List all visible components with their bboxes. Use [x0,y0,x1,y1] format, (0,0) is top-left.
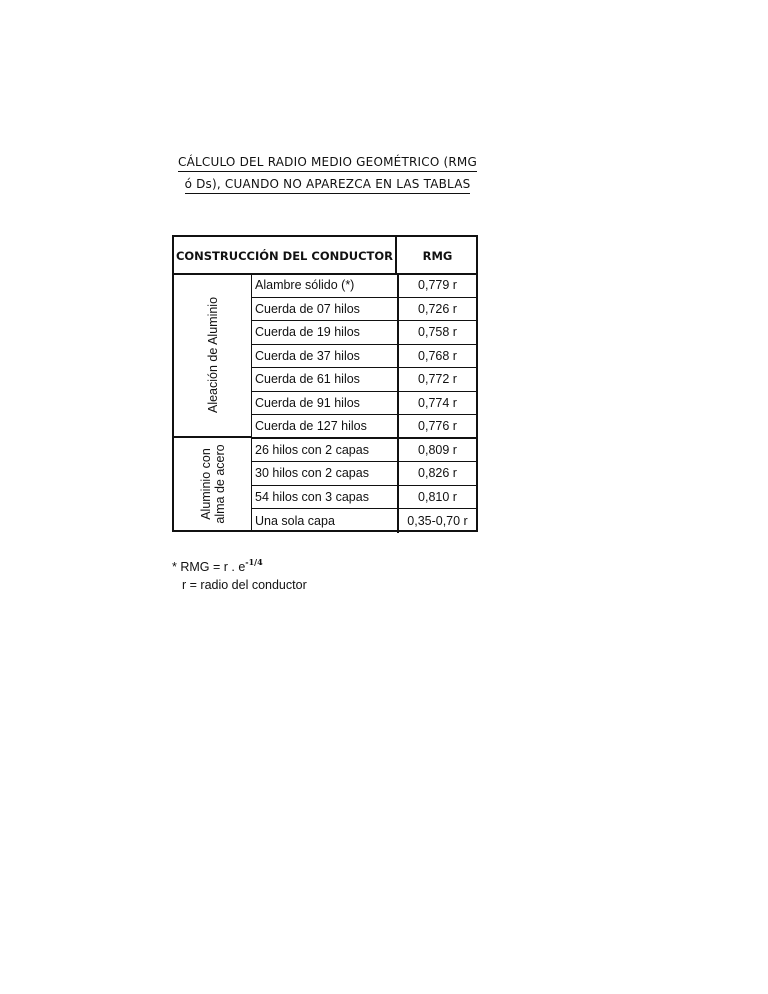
rmg-table [172,235,478,532]
group-label-line: alma de acero [212,444,227,524]
rmg-value: 0,726 r [397,298,476,321]
conductor-name: Cuerda de 127 hilos [255,418,367,433]
formula-exponent: -1/4 [245,557,263,567]
table-row [252,509,476,533]
conductor-name: Alambre sólido (*) [255,278,355,293]
conductor-name: Cuerda de 91 hilos [255,395,360,410]
rmg-value: 0,810 r [397,486,476,509]
header-construction: CONSTRUCCIÓN DEL CONDUCTOR [174,237,397,274]
title-line-2: ó Ds), CUANDO NO APAREZCA EN LAS TABLAS [185,175,471,194]
conductor-name: Cuerda de 61 hilos [255,372,360,387]
formula-text: * RMG = r . e [172,560,246,574]
title-line-1: CÁLCULO DEL RADIO MEDIO GEOMÉTRICO (RMG [178,153,477,172]
rmg-value: 0,826 r [397,462,476,485]
rmg-value: 0,779 r [397,274,476,297]
table-row [252,462,476,486]
group-label-line: Aluminio con [198,448,213,520]
table-row [252,298,476,322]
table-row [252,415,476,439]
group-label-line: Aleación de Aluminio [205,296,220,414]
group-aluminum-steel [174,438,252,530]
rmg-value: 0,758 r [397,321,476,344]
conductor-name: Cuerda de 19 hilos [255,325,360,340]
group-aluminum-alloy [174,274,252,438]
formula-line [172,553,307,576]
table-row [252,439,476,463]
table-row [252,486,476,510]
conductor-name: Una sola capa [255,513,335,528]
rmg-value: 0,776 r [397,415,476,437]
document-title [160,151,495,195]
conductor-name: Cuerda de 07 hilos [255,301,360,316]
rmg-value: 0,35-0,70 r [397,509,476,533]
table-row [252,274,476,298]
conductor-name: 30 hilos con 2 capas [255,466,369,481]
conductor-name: Cuerda de 37 hilos [255,348,360,363]
table-row [252,368,476,392]
group-label [199,444,227,523]
table-row [252,321,476,345]
rmg-value: 0,809 r [397,439,476,462]
conductor-name: 26 hilos con 2 capas [255,442,369,457]
group-label [206,297,220,413]
header-rmg: RMG [422,248,453,263]
table-row [252,345,476,369]
conductor-name: 54 hilos con 3 capas [255,489,369,504]
table-row [252,392,476,416]
rmg-value: 0,774 r [397,392,476,415]
footnote [172,553,307,594]
definition-line: r = radio del conductor [182,578,307,592]
rmg-value: 0,772 r [397,368,476,391]
rmg-value: 0,768 r [397,345,476,368]
